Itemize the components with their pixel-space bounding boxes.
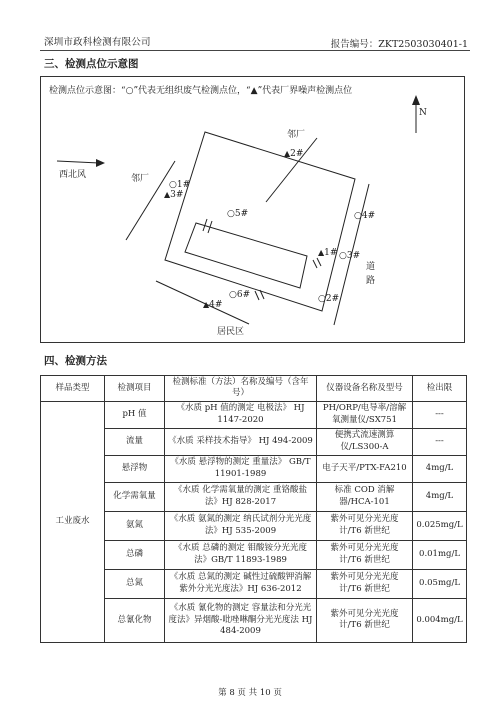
method-table <box>40 375 467 643</box>
header-divider <box>40 50 470 51</box>
limit-cell: --- <box>413 401 467 428</box>
table-row <box>41 401 467 428</box>
item-cell: 总磷 <box>105 540 165 569</box>
boundary-top <box>266 138 317 202</box>
limit-cell: 0.025mg/L <box>413 511 467 540</box>
air-point-1: ○1# <box>169 180 191 190</box>
noise-point-4: ▲4# <box>203 300 223 310</box>
limit-cell: 4mg/L <box>413 455 467 482</box>
table-row <box>41 511 467 540</box>
instrument-cell: 便携式流速测算仪/LS300-A <box>317 428 413 455</box>
method-cell: 《水质 总氮的测定 碱性过硫酸钾消解紫外分光光度法》HJ 636-2012 <box>165 569 317 598</box>
item-cell: 总氰化物 <box>105 598 165 642</box>
col-item: 检测项目 <box>105 376 165 402</box>
instrument-cell: PH/ORP/电导率/溶解氧测量仪/SX751 <box>317 401 413 428</box>
instrument-cell: 紫外可见分光光度计/T6 新世纪 <box>317 540 413 569</box>
instrument-cell: 标准 COD 消解器/HCA-101 <box>317 482 413 511</box>
sample-type-cell: 工业废水 <box>41 401 105 642</box>
air-point-4: ○4# <box>354 211 376 221</box>
table-header-row <box>41 376 467 402</box>
wind-arrowhead-icon <box>96 159 105 167</box>
item-cell: pH 值 <box>105 401 165 428</box>
method-cell: 《水质 pH 值的测定 电极法》 HJ 1147-2020 <box>165 401 317 428</box>
site-diagram <box>41 77 466 344</box>
col-method: 检测标准（方法）名称及编号（含年号） <box>165 376 317 402</box>
wind-arrow-icon <box>57 161 99 163</box>
method-cell: 《水质 悬浮物的测定 重量法》 GB/T 11901-1989 <box>165 455 317 482</box>
item-cell: 氨氮 <box>105 511 165 540</box>
col-instrument: 仪器设备名称及型号 <box>317 376 413 402</box>
workshop-building <box>185 223 307 288</box>
neighbor-top-label: 邻厂 <box>287 130 306 140</box>
instrument-cell: 紫外可见分光光度计/T6 新世纪 <box>317 598 413 642</box>
limit-cell: 0.01mg/L <box>413 540 467 569</box>
road-label-2: 路 <box>366 276 376 286</box>
method-cell: 《水质 化学需氧量的测定 重铬酸盐法》HJ 828-2017 <box>165 482 317 511</box>
limit-cell: 0.004mg/L <box>413 598 467 642</box>
road-label-1: 道 <box>366 262 376 272</box>
instrument-cell: 紫外可见分光光度计/T6 新世纪 <box>317 511 413 540</box>
item-cell: 化学需氧量 <box>105 482 165 511</box>
north-arrowhead-icon <box>412 95 420 105</box>
method-cell: 《水质 采样技术指导》 HJ 494-2009 <box>165 428 317 455</box>
noise-point-3: ▲3# <box>164 190 184 200</box>
report-number: 报告编号：ZKT2503030401-1 <box>330 39 468 50</box>
table-row <box>41 598 467 642</box>
air-point-3: ○3# <box>339 251 361 261</box>
noise-point-1: ▲1# <box>318 248 338 258</box>
item-cell: 流量 <box>105 428 165 455</box>
item-cell: 总氮 <box>105 569 165 598</box>
section-4-title: 四、检测方法 <box>44 355 107 367</box>
point-location-map <box>40 76 465 343</box>
table-row <box>41 569 467 598</box>
method-cell: 《水质 氨氮的测定 纳氏试剂分光光度法》HJ 535-2009 <box>165 511 317 540</box>
col-sample-type: 样品类型 <box>41 376 105 402</box>
instrument-cell: 紫外可见分光光度计/T6 新世纪 <box>317 569 413 598</box>
residential-label: 居民区 <box>217 327 245 337</box>
air-point-5: ○5# <box>227 209 249 219</box>
method-cell: 《水质 氰化物的测定 容量法和分光光度法》异烟酸-吡唑啉酮分光光度法 HJ 484-2009 <box>165 598 317 642</box>
table-row <box>41 482 467 511</box>
method-cell: 《水质 总磷的测定 钼酸铵分光光度法》GB/T 11893-1989 <box>165 540 317 569</box>
table-row <box>41 540 467 569</box>
noise-point-2: ▲2# <box>284 149 304 159</box>
page-number: 第 8 页 共 10 页 <box>218 688 282 698</box>
map-caption: 检测点位示意图：“○”代表无组织废气检测点位，“▲”代表厂界噪声检测点位 <box>49 86 353 96</box>
air-point-6: ○6# <box>229 290 251 300</box>
item-cell: 悬浮物 <box>105 455 165 482</box>
limit-cell: --- <box>413 428 467 455</box>
section-3-title: 三、检测点位示意图 <box>44 58 139 70</box>
wind-direction-label: 西北风 <box>59 170 87 180</box>
limit-cell: 4mg/L <box>413 482 467 511</box>
col-limit: 检出限 <box>413 376 467 402</box>
plant-outline <box>165 132 355 311</box>
table-row <box>41 455 467 482</box>
limit-cell: 0.05mg/L <box>413 569 467 598</box>
neighbor-left-label: 邻厂 <box>131 174 150 184</box>
north-label: N <box>419 108 427 118</box>
air-point-2: ○2# <box>318 294 340 304</box>
instrument-cell: 电子天平/PTX-FA210 <box>317 455 413 482</box>
company-name: 深圳市政科检测有限公司 <box>44 37 151 48</box>
table-row <box>41 428 467 455</box>
